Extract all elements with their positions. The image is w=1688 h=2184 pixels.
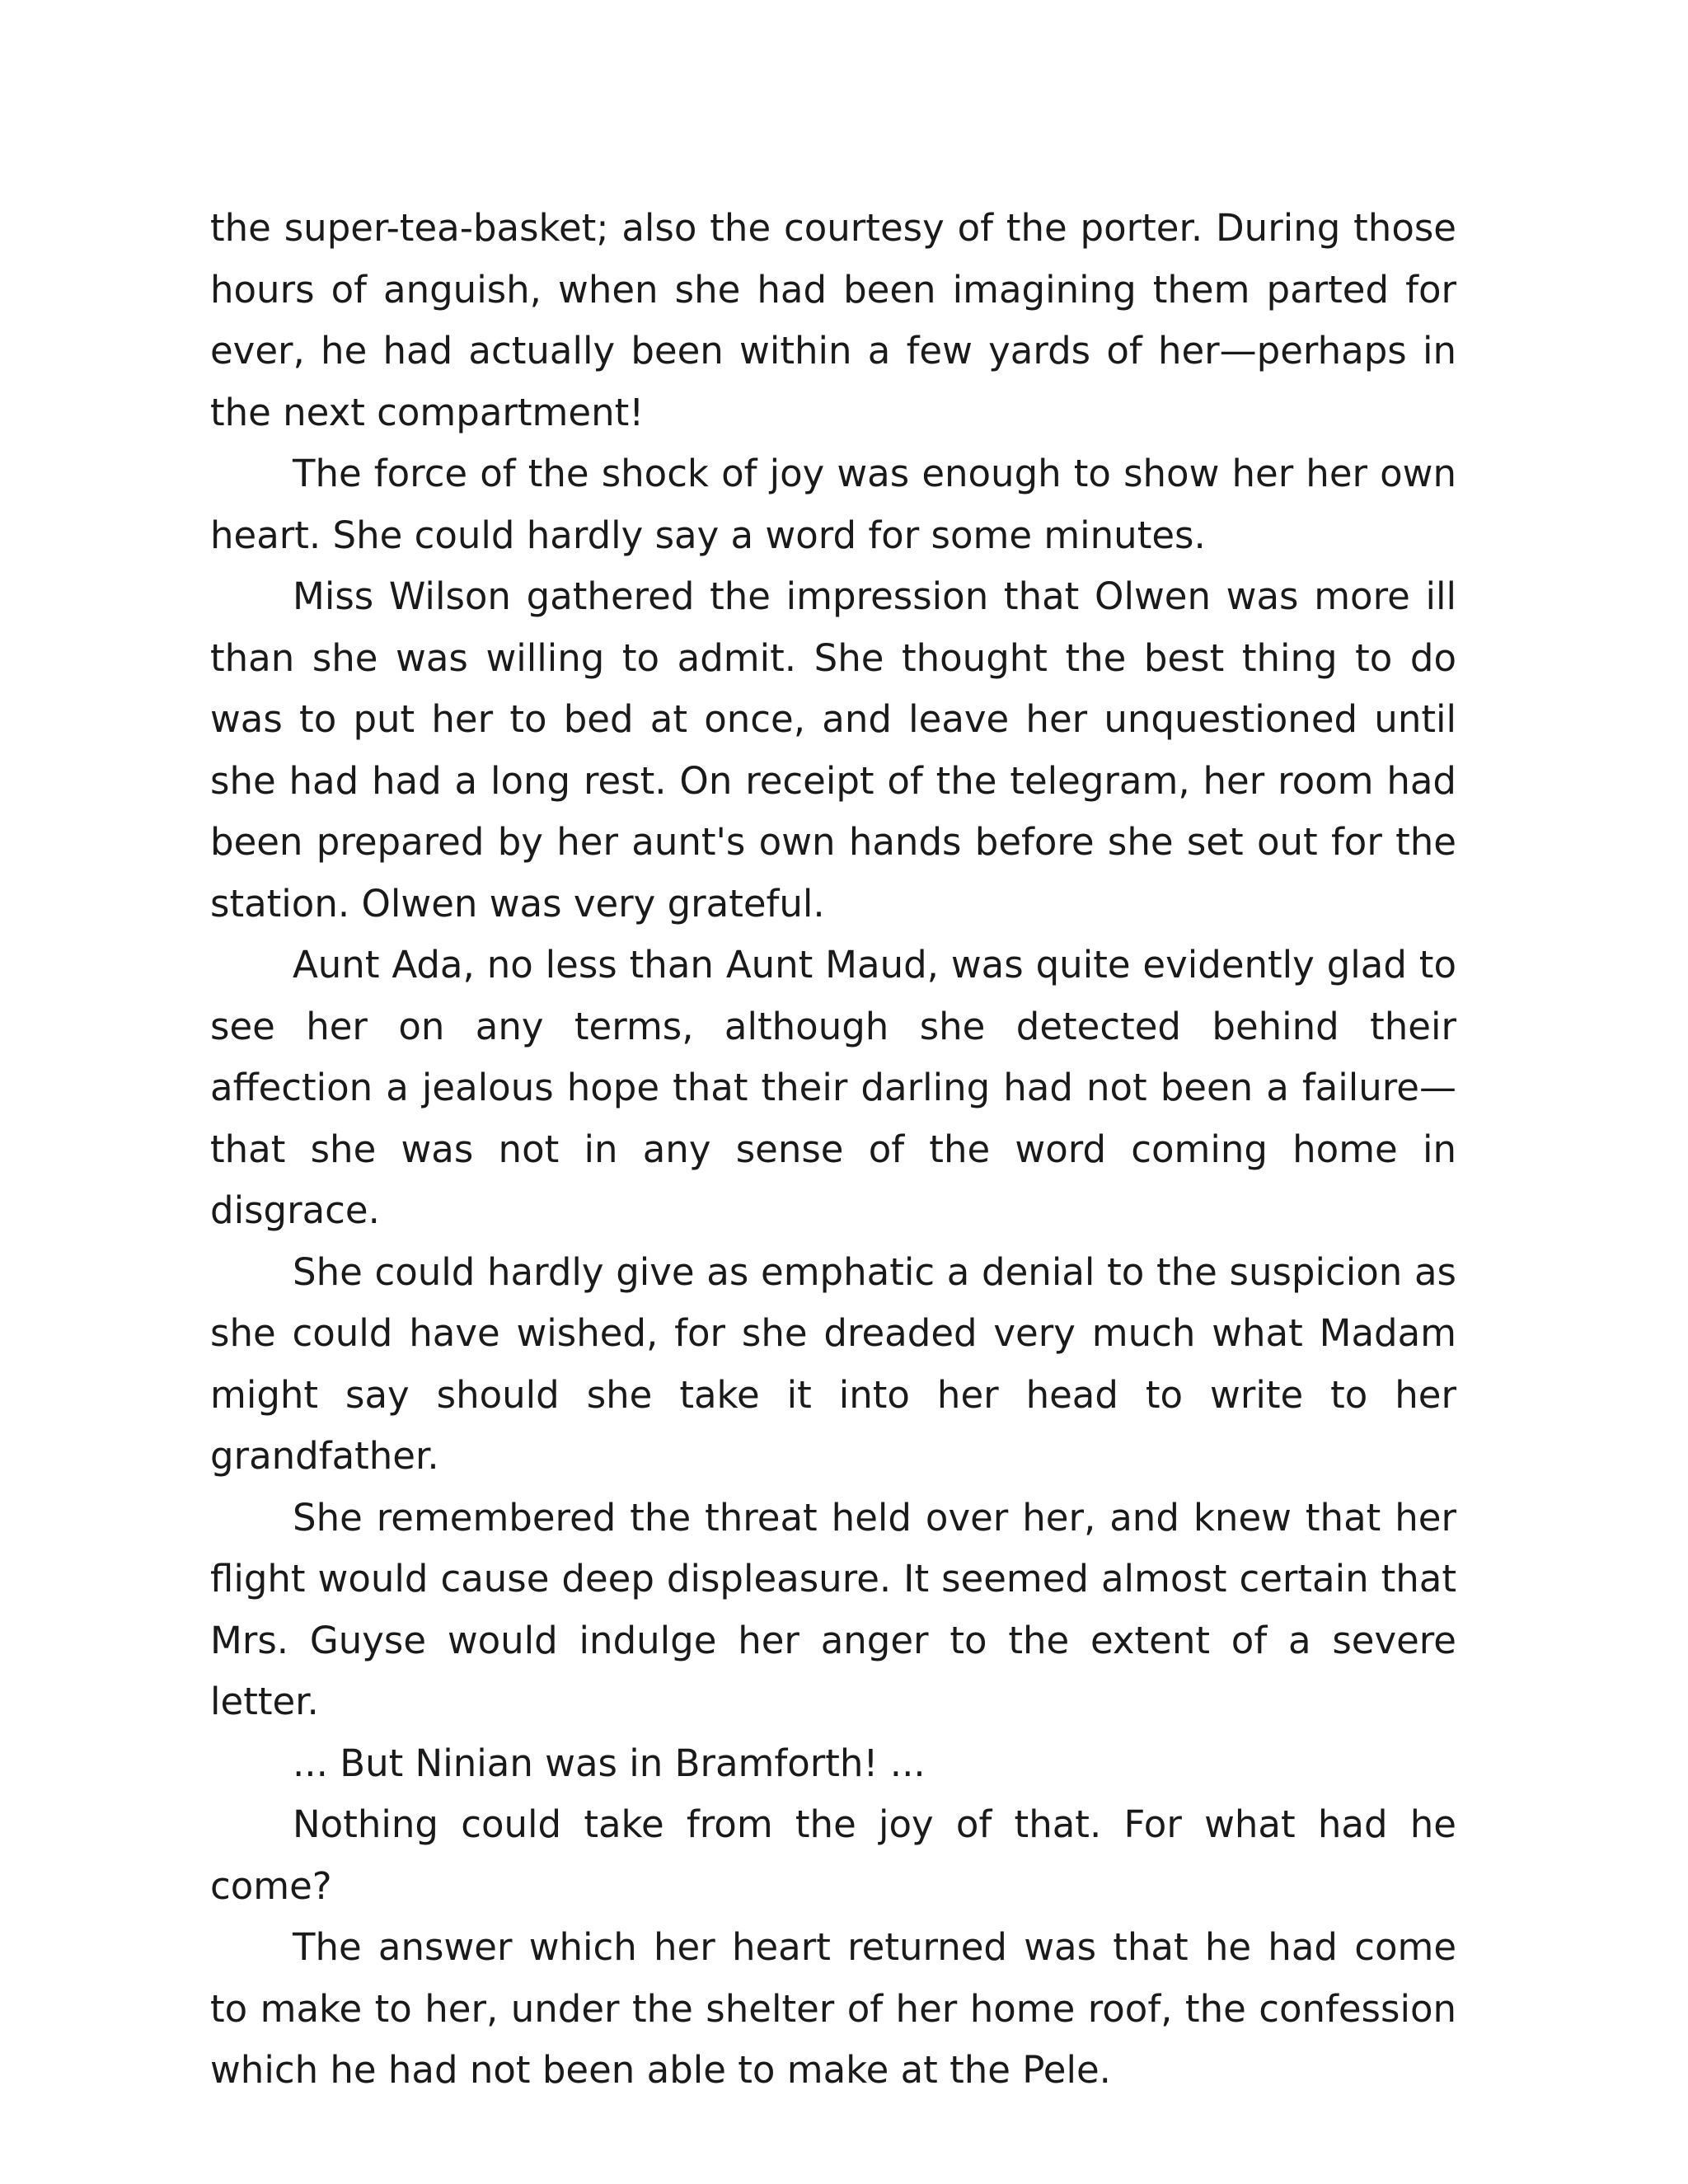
paragraph-3: Miss Wilson gathered the impression that Olwen was more ill than she was willing to admit. She thought the best thing to do was to put her to bed at once, and leave her unquestioned until she had had a long rest. On receipt of the telegram, her room had been prepared by her aunt's own hands before she set out for the station. Olwen was very grateful. — [210, 574, 1456, 926]
paragraph-4: Aunt Ada, no less than Aunt Maud, was quite evidently glad to see her on any terms, although she detected behind their affection a jealous hope that their darling had not been a failure—that she was not in any sense of the word coming home in disgrace. — [210, 943, 1456, 1232]
paragraph-9: The answer which her heart returned was that he had come to make to her, under the shelter of her home roof, the confession which he had not been able to make at the Pele. — [210, 1925, 1456, 2092]
page-body-text — [210, 198, 1456, 2102]
paragraph-7: ... But Ninian was in Bramforth! ... — [293, 1741, 926, 1785]
paragraph-2: The force of the shock of joy was enough to show her her own heart. She could hardly say a word for some minutes. — [210, 452, 1456, 557]
paragraph-8: Nothing could take from the joy of that. For what had he come? — [210, 1802, 1456, 1908]
paragraph-1: the super-tea-basket; also the courtesy of the porter. During those hours of anguish, when she had been imagining them parted for ever, he had actually been within a few yards of her—perhaps in the next compartment! — [210, 206, 1456, 434]
paragraph-5: She could hardly give as emphatic a denial to the suspicion as she could have wished, for she dreaded very much what Madam might say should she take it into her head to write to her grandfather. — [210, 1249, 1456, 1478]
paragraph-6: She remembered the threat held over her, and knew that her flight would cause deep displeasure. It seemed almost certain that Mrs. Guyse would indulge her anger to the extent of a severe letter. — [210, 1495, 1456, 1723]
